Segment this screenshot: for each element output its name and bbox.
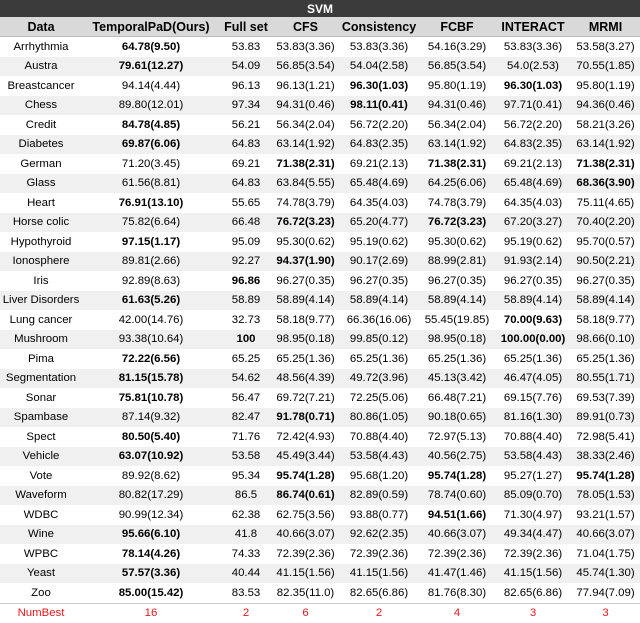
accuracy-cell: 66.48(7.21) bbox=[419, 388, 495, 408]
accuracy-cell: 81.16(1.30) bbox=[495, 408, 571, 428]
accuracy-cell: 90.17(2.69) bbox=[339, 252, 419, 272]
column-header-cfs: CFS bbox=[272, 17, 339, 37]
accuracy-cell: 41.15(1.56) bbox=[495, 564, 571, 584]
accuracy-cell: 49.72(3.96) bbox=[339, 369, 419, 389]
accuracy-cell: 48.56(4.39) bbox=[272, 369, 339, 389]
accuracy-cell: 78.74(0.60) bbox=[419, 486, 495, 506]
accuracy-cell: 54.0(2.53) bbox=[495, 57, 571, 77]
accuracy-cell: 53.58(3.27) bbox=[571, 37, 640, 57]
accuracy-cell: 95.19(0.62) bbox=[339, 232, 419, 252]
accuracy-cell: 45.74(1.30) bbox=[571, 564, 640, 584]
dataset-name-cell: Segmentation bbox=[0, 369, 82, 389]
accuracy-cell: 72.25(5.06) bbox=[339, 388, 419, 408]
column-header-temporalpad: TemporalPaD(Ours) bbox=[82, 17, 220, 37]
table-row bbox=[0, 252, 640, 272]
accuracy-cell: 80.50(5.40) bbox=[82, 427, 220, 447]
table-row bbox=[0, 232, 640, 252]
dataset-name-cell: Mushroom bbox=[0, 330, 82, 350]
accuracy-cell: 72.22(6.56) bbox=[82, 349, 220, 369]
dataset-name-cell: Heart bbox=[0, 193, 82, 213]
accuracy-cell: 92.89(8.63) bbox=[82, 271, 220, 291]
accuracy-cell: 84.78(4.85) bbox=[82, 115, 220, 135]
accuracy-cell: 74.78(3.79) bbox=[419, 193, 495, 213]
accuracy-cell: 94.51(1.66) bbox=[419, 505, 495, 525]
table-row bbox=[0, 135, 640, 155]
column-header-fcbf: FCBF bbox=[419, 17, 495, 37]
accuracy-cell: 95.68(1.20) bbox=[339, 466, 419, 486]
accuracy-cell: 63.07(10.92) bbox=[82, 447, 220, 467]
table-row bbox=[0, 564, 640, 584]
accuracy-cell: 96.27(0.35) bbox=[419, 271, 495, 291]
table-row bbox=[0, 213, 640, 233]
accuracy-cell: 58.89(4.14) bbox=[339, 291, 419, 311]
table-row bbox=[0, 193, 640, 213]
accuracy-cell: 96.27(0.35) bbox=[571, 271, 640, 291]
accuracy-cell: 99.85(0.12) bbox=[339, 330, 419, 350]
accuracy-cell: 53.83(3.36) bbox=[339, 37, 419, 57]
dataset-name-cell: Glass bbox=[0, 174, 82, 194]
accuracy-cell: 64.83 bbox=[220, 135, 272, 155]
table-row bbox=[0, 271, 640, 291]
accuracy-cell: 64.83(2.35) bbox=[495, 135, 571, 155]
accuracy-cell: 70.00(9.63) bbox=[495, 310, 571, 330]
accuracy-cell: 69.21(2.13) bbox=[495, 154, 571, 174]
accuracy-cell: 53.58 bbox=[220, 447, 272, 467]
table-row bbox=[0, 583, 640, 603]
accuracy-cell: 95.30(0.62) bbox=[272, 232, 339, 252]
table-row bbox=[0, 154, 640, 174]
accuracy-cell: 41.47(1.46) bbox=[419, 564, 495, 584]
accuracy-cell: 95.66(6.10) bbox=[82, 525, 220, 545]
accuracy-cell: 83.53 bbox=[220, 583, 272, 603]
accuracy-cell: 71.38(2.31) bbox=[272, 154, 339, 174]
accuracy-cell: 41.15(1.56) bbox=[272, 564, 339, 584]
accuracy-cell: 64.83 bbox=[220, 174, 272, 194]
numbest-row bbox=[0, 603, 640, 623]
table-row bbox=[0, 466, 640, 486]
accuracy-cell: 96.30(1.03) bbox=[495, 76, 571, 96]
accuracy-cell: 65.25(1.36) bbox=[495, 349, 571, 369]
accuracy-cell: 97.71(0.41) bbox=[495, 96, 571, 116]
table-title: SVM bbox=[0, 0, 640, 17]
dataset-name-cell: Credit bbox=[0, 115, 82, 135]
table-row bbox=[0, 349, 640, 369]
accuracy-cell: 41.8 bbox=[220, 525, 272, 545]
accuracy-cell: 65.25(1.36) bbox=[339, 349, 419, 369]
accuracy-cell: 96.13(1.21) bbox=[272, 76, 339, 96]
accuracy-cell: 71.04(1.75) bbox=[571, 544, 640, 564]
accuracy-cell: 92.27 bbox=[220, 252, 272, 272]
accuracy-cell: 95.27(1.27) bbox=[495, 466, 571, 486]
table-row bbox=[0, 37, 640, 57]
accuracy-cell: 87.14(9.32) bbox=[82, 408, 220, 428]
accuracy-cell: 96.13 bbox=[220, 76, 272, 96]
accuracy-cell: 71.38(2.31) bbox=[571, 154, 640, 174]
accuracy-cell: 96.30(1.03) bbox=[339, 76, 419, 96]
accuracy-cell: 40.66(3.07) bbox=[272, 525, 339, 545]
accuracy-cell: 40.56(2.75) bbox=[419, 447, 495, 467]
accuracy-cell: 66.48 bbox=[220, 213, 272, 233]
accuracy-cell: 56.85(3.54) bbox=[272, 57, 339, 77]
numbest-count: 4 bbox=[419, 603, 495, 623]
accuracy-cell: 58.18(9.77) bbox=[272, 310, 339, 330]
accuracy-cell: 82.35(11.0) bbox=[272, 583, 339, 603]
accuracy-cell: 94.31(0.46) bbox=[419, 96, 495, 116]
accuracy-cell: 95.19(0.62) bbox=[495, 232, 571, 252]
accuracy-cell: 68.36(3.90) bbox=[571, 174, 640, 194]
accuracy-cell: 76.91(13.10) bbox=[82, 193, 220, 213]
accuracy-cell: 95.74(1.28) bbox=[419, 466, 495, 486]
dataset-name-cell: Waveform bbox=[0, 486, 82, 506]
dataset-name-cell: Sonar bbox=[0, 388, 82, 408]
table-row bbox=[0, 369, 640, 389]
accuracy-cell: 45.49(3.44) bbox=[272, 447, 339, 467]
table-row bbox=[0, 115, 640, 135]
accuracy-cell: 64.25(6.06) bbox=[419, 174, 495, 194]
table-title-row bbox=[0, 0, 640, 17]
accuracy-cell: 65.25(1.36) bbox=[571, 349, 640, 369]
accuracy-cell: 92.62(2.35) bbox=[339, 525, 419, 545]
table-row bbox=[0, 174, 640, 194]
accuracy-cell: 58.89(4.14) bbox=[495, 291, 571, 311]
accuracy-cell: 66.36(16.06) bbox=[339, 310, 419, 330]
dataset-name-cell: Chess bbox=[0, 96, 82, 116]
accuracy-cell: 71.38(2.31) bbox=[419, 154, 495, 174]
accuracy-cell: 54.04(2.58) bbox=[339, 57, 419, 77]
accuracy-cell: 95.74(1.28) bbox=[571, 466, 640, 486]
dataset-name-cell: Ionosphere bbox=[0, 252, 82, 272]
accuracy-cell: 97.15(1.17) bbox=[82, 232, 220, 252]
accuracy-cell: 69.53(7.39) bbox=[571, 388, 640, 408]
accuracy-cell: 53.58(4.43) bbox=[339, 447, 419, 467]
numbest-label: NumBest bbox=[0, 603, 82, 623]
accuracy-cell: 70.88(4.40) bbox=[495, 427, 571, 447]
accuracy-cell: 58.89(4.14) bbox=[272, 291, 339, 311]
dataset-name-cell: Arrhythmia bbox=[0, 37, 82, 57]
accuracy-cell: 74.33 bbox=[220, 544, 272, 564]
accuracy-cell: 82.65(6.86) bbox=[339, 583, 419, 603]
column-header-consistency: Consistency bbox=[339, 17, 419, 37]
accuracy-cell: 65.20(4.77) bbox=[339, 213, 419, 233]
accuracy-cell: 76.72(3.23) bbox=[272, 213, 339, 233]
table-row bbox=[0, 388, 640, 408]
accuracy-cell: 95.09 bbox=[220, 232, 272, 252]
table-row bbox=[0, 544, 640, 564]
accuracy-cell: 78.14(4.26) bbox=[82, 544, 220, 564]
accuracy-cell: 62.38 bbox=[220, 505, 272, 525]
accuracy-cell: 69.72(7.21) bbox=[272, 388, 339, 408]
accuracy-cell: 75.82(6.64) bbox=[82, 213, 220, 233]
accuracy-cell: 69.87(6.06) bbox=[82, 135, 220, 155]
accuracy-cell: 61.63(5.26) bbox=[82, 291, 220, 311]
numbest-count: 2 bbox=[220, 603, 272, 623]
accuracy-cell: 45.13(3.42) bbox=[419, 369, 495, 389]
accuracy-cell: 95.80(1.19) bbox=[419, 76, 495, 96]
dataset-name-cell: Pima bbox=[0, 349, 82, 369]
accuracy-cell: 88.99(2.81) bbox=[419, 252, 495, 272]
dataset-name-cell: Liver Disorders bbox=[0, 291, 82, 311]
accuracy-cell: 53.83 bbox=[220, 37, 272, 57]
accuracy-cell: 94.31(0.46) bbox=[272, 96, 339, 116]
accuracy-cell: 91.78(0.71) bbox=[272, 408, 339, 428]
accuracy-cell: 85.09(0.70) bbox=[495, 486, 571, 506]
accuracy-cell: 40.44 bbox=[220, 564, 272, 584]
accuracy-cell: 65.48(4.69) bbox=[339, 174, 419, 194]
dataset-name-cell: Iris bbox=[0, 271, 82, 291]
accuracy-cell: 94.14(4.44) bbox=[82, 76, 220, 96]
accuracy-cell: 82.89(0.59) bbox=[339, 486, 419, 506]
accuracy-cell: 81.15(15.78) bbox=[82, 369, 220, 389]
accuracy-cell: 85.00(15.42) bbox=[82, 583, 220, 603]
accuracy-cell: 94.37(1.90) bbox=[272, 252, 339, 272]
accuracy-cell: 95.34 bbox=[220, 466, 272, 486]
accuracy-cell: 72.39(2.36) bbox=[272, 544, 339, 564]
accuracy-cell: 64.83(2.35) bbox=[339, 135, 419, 155]
accuracy-cell: 63.14(1.92) bbox=[571, 135, 640, 155]
accuracy-cell: 41.15(1.56) bbox=[339, 564, 419, 584]
accuracy-cell: 70.55(1.85) bbox=[571, 57, 640, 77]
accuracy-cell: 54.09 bbox=[220, 57, 272, 77]
accuracy-cell: 71.76 bbox=[220, 427, 272, 447]
dataset-name-cell: Lung cancer bbox=[0, 310, 82, 330]
accuracy-cell: 65.25(1.36) bbox=[419, 349, 495, 369]
table-body bbox=[0, 37, 640, 623]
accuracy-cell: 46.47(4.05) bbox=[495, 369, 571, 389]
accuracy-cell: 75.81(10.78) bbox=[82, 388, 220, 408]
accuracy-cell: 77.94(7.09) bbox=[571, 583, 640, 603]
accuracy-cell: 72.42(4.93) bbox=[272, 427, 339, 447]
accuracy-cell: 58.89(4.14) bbox=[571, 291, 640, 311]
accuracy-cell: 90.50(2.21) bbox=[571, 252, 640, 272]
table-header-row bbox=[0, 17, 640, 37]
accuracy-cell: 78.05(1.53) bbox=[571, 486, 640, 506]
dataset-name-cell: Wine bbox=[0, 525, 82, 545]
accuracy-cell: 53.83(3.36) bbox=[495, 37, 571, 57]
accuracy-cell: 89.92(8.62) bbox=[82, 466, 220, 486]
accuracy-cell: 93.88(0.77) bbox=[339, 505, 419, 525]
dataset-name-cell: Vehicle bbox=[0, 447, 82, 467]
accuracy-cell: 82.47 bbox=[220, 408, 272, 428]
accuracy-cell: 64.35(4.03) bbox=[339, 193, 419, 213]
accuracy-cell: 96.27(0.35) bbox=[495, 271, 571, 291]
accuracy-cell: 54.62 bbox=[220, 369, 272, 389]
accuracy-cell: 69.21 bbox=[220, 154, 272, 174]
accuracy-cell: 75.11(4.65) bbox=[571, 193, 640, 213]
accuracy-cell: 72.39(2.36) bbox=[339, 544, 419, 564]
accuracy-cell: 53.58(4.43) bbox=[495, 447, 571, 467]
accuracy-cell: 70.40(2.20) bbox=[571, 213, 640, 233]
accuracy-cell: 63.14(1.92) bbox=[419, 135, 495, 155]
dataset-name-cell: Spambase bbox=[0, 408, 82, 428]
numbest-count: 3 bbox=[571, 603, 640, 623]
accuracy-cell: 55.45(19.85) bbox=[419, 310, 495, 330]
accuracy-cell: 40.66(3.07) bbox=[419, 525, 495, 545]
accuracy-cell: 100 bbox=[220, 330, 272, 350]
dataset-name-cell: Vote bbox=[0, 466, 82, 486]
accuracy-cell: 95.80(1.19) bbox=[571, 76, 640, 96]
column-header-full-set: Full set bbox=[220, 17, 272, 37]
accuracy-cell: 70.88(4.40) bbox=[339, 427, 419, 447]
accuracy-cell: 76.72(3.23) bbox=[419, 213, 495, 233]
table-row bbox=[0, 408, 640, 428]
table-row bbox=[0, 505, 640, 525]
table-row bbox=[0, 96, 640, 116]
accuracy-cell: 55.65 bbox=[220, 193, 272, 213]
dataset-name-cell: WPBC bbox=[0, 544, 82, 564]
accuracy-cell: 56.72(2.20) bbox=[495, 115, 571, 135]
accuracy-cell: 93.38(10.64) bbox=[82, 330, 220, 350]
accuracy-cell: 62.75(3.56) bbox=[272, 505, 339, 525]
dataset-name-cell: Breastcancer bbox=[0, 76, 82, 96]
accuracy-cell: 58.21(3.26) bbox=[571, 115, 640, 135]
accuracy-cell: 65.48(4.69) bbox=[495, 174, 571, 194]
accuracy-cell: 90.99(12.34) bbox=[82, 505, 220, 525]
accuracy-cell: 64.35(4.03) bbox=[495, 193, 571, 213]
accuracy-cell: 65.25(1.36) bbox=[272, 349, 339, 369]
accuracy-cell: 89.80(12.01) bbox=[82, 96, 220, 116]
table-row bbox=[0, 427, 640, 447]
accuracy-cell: 80.55(1.71) bbox=[571, 369, 640, 389]
accuracy-cell: 49.34(4.47) bbox=[495, 525, 571, 545]
accuracy-cell: 95.70(0.57) bbox=[571, 232, 640, 252]
accuracy-cell: 80.82(17.29) bbox=[82, 486, 220, 506]
accuracy-cell: 81.76(8.30) bbox=[419, 583, 495, 603]
column-header-mrmi: MRMI bbox=[571, 17, 640, 37]
accuracy-cell: 56.34(2.04) bbox=[419, 115, 495, 135]
table-row bbox=[0, 525, 640, 545]
accuracy-cell: 80.86(1.05) bbox=[339, 408, 419, 428]
dataset-name-cell: German bbox=[0, 154, 82, 174]
accuracy-cell: 61.56(8.81) bbox=[82, 174, 220, 194]
accuracy-cell: 86.74(0.61) bbox=[272, 486, 339, 506]
accuracy-cell: 94.36(0.46) bbox=[571, 96, 640, 116]
accuracy-cell: 72.98(5.41) bbox=[571, 427, 640, 447]
accuracy-cell: 63.84(5.55) bbox=[272, 174, 339, 194]
accuracy-cell: 69.15(7.76) bbox=[495, 388, 571, 408]
dataset-name-cell: Austra bbox=[0, 57, 82, 77]
table-row bbox=[0, 447, 640, 467]
accuracy-cell: 82.65(6.86) bbox=[495, 583, 571, 603]
accuracy-cell: 58.18(9.77) bbox=[571, 310, 640, 330]
accuracy-cell: 58.89(4.14) bbox=[419, 291, 495, 311]
table-row bbox=[0, 330, 640, 350]
accuracy-cell: 58.89 bbox=[220, 291, 272, 311]
numbest-count: 6 bbox=[272, 603, 339, 623]
accuracy-cell: 98.11(0.41) bbox=[339, 96, 419, 116]
accuracy-cell: 72.39(2.36) bbox=[419, 544, 495, 564]
dataset-name-cell: Hypothyroid bbox=[0, 232, 82, 252]
accuracy-cell: 56.85(3.54) bbox=[419, 57, 495, 77]
accuracy-cell: 95.30(0.62) bbox=[419, 232, 495, 252]
accuracy-cell: 72.39(2.36) bbox=[495, 544, 571, 564]
accuracy-cell: 96.27(0.35) bbox=[272, 271, 339, 291]
accuracy-cell: 54.16(3.29) bbox=[419, 37, 495, 57]
accuracy-cell: 40.66(3.07) bbox=[571, 525, 640, 545]
dataset-name-cell: Horse colic bbox=[0, 213, 82, 233]
accuracy-cell: 38.33(2.46) bbox=[571, 447, 640, 467]
accuracy-cell: 42.00(14.76) bbox=[82, 310, 220, 330]
accuracy-cell: 32.73 bbox=[220, 310, 272, 330]
accuracy-cell: 56.21 bbox=[220, 115, 272, 135]
accuracy-cell: 100.00(0.00) bbox=[495, 330, 571, 350]
accuracy-cell: 91.93(2.14) bbox=[495, 252, 571, 272]
accuracy-cell: 63.14(1.92) bbox=[272, 135, 339, 155]
accuracy-cell: 98.95(0.18) bbox=[419, 330, 495, 350]
accuracy-cell: 95.74(1.28) bbox=[272, 466, 339, 486]
accuracy-cell: 57.57(3.36) bbox=[82, 564, 220, 584]
accuracy-cell: 72.97(5.13) bbox=[419, 427, 495, 447]
accuracy-cell: 64.78(9.50) bbox=[82, 37, 220, 57]
accuracy-cell: 98.66(0.10) bbox=[571, 330, 640, 350]
column-header-data: Data bbox=[0, 17, 82, 37]
accuracy-cell: 71.30(4.97) bbox=[495, 505, 571, 525]
accuracy-cell: 71.20(3.45) bbox=[82, 154, 220, 174]
accuracy-cell: 86.5 bbox=[220, 486, 272, 506]
dataset-name-cell: Spect bbox=[0, 427, 82, 447]
numbest-count: 16 bbox=[82, 603, 220, 623]
table-row bbox=[0, 57, 640, 77]
dataset-name-cell: Diabetes bbox=[0, 135, 82, 155]
accuracy-cell: 69.21(2.13) bbox=[339, 154, 419, 174]
dataset-name-cell: WDBC bbox=[0, 505, 82, 525]
numbest-count: 3 bbox=[495, 603, 571, 623]
accuracy-cell: 67.20(3.27) bbox=[495, 213, 571, 233]
accuracy-cell: 65.25 bbox=[220, 349, 272, 369]
accuracy-cell: 97.34 bbox=[220, 96, 272, 116]
accuracy-cell: 89.81(2.66) bbox=[82, 252, 220, 272]
accuracy-cell: 96.27(0.35) bbox=[339, 271, 419, 291]
accuracy-cell: 56.34(2.04) bbox=[272, 115, 339, 135]
accuracy-cell: 98.95(0.18) bbox=[272, 330, 339, 350]
dataset-name-cell: Zoo bbox=[0, 583, 82, 603]
column-header-interact: INTERACT bbox=[495, 17, 571, 37]
accuracy-cell: 90.18(0.65) bbox=[419, 408, 495, 428]
accuracy-cell: 56.72(2.20) bbox=[339, 115, 419, 135]
accuracy-cell: 56.47 bbox=[220, 388, 272, 408]
accuracy-cell: 79.61(12.27) bbox=[82, 57, 220, 77]
table-row bbox=[0, 291, 640, 311]
dataset-name-cell: Yeast bbox=[0, 564, 82, 584]
table-row bbox=[0, 310, 640, 330]
accuracy-cell: 53.83(3.36) bbox=[272, 37, 339, 57]
table-row bbox=[0, 486, 640, 506]
accuracy-cell: 74.78(3.79) bbox=[272, 193, 339, 213]
numbest-count: 2 bbox=[339, 603, 419, 623]
table-row bbox=[0, 76, 640, 96]
accuracy-cell: 96.86 bbox=[220, 271, 272, 291]
accuracy-cell: 93.21(1.57) bbox=[571, 505, 640, 525]
accuracy-cell: 89.91(0.73) bbox=[571, 408, 640, 428]
